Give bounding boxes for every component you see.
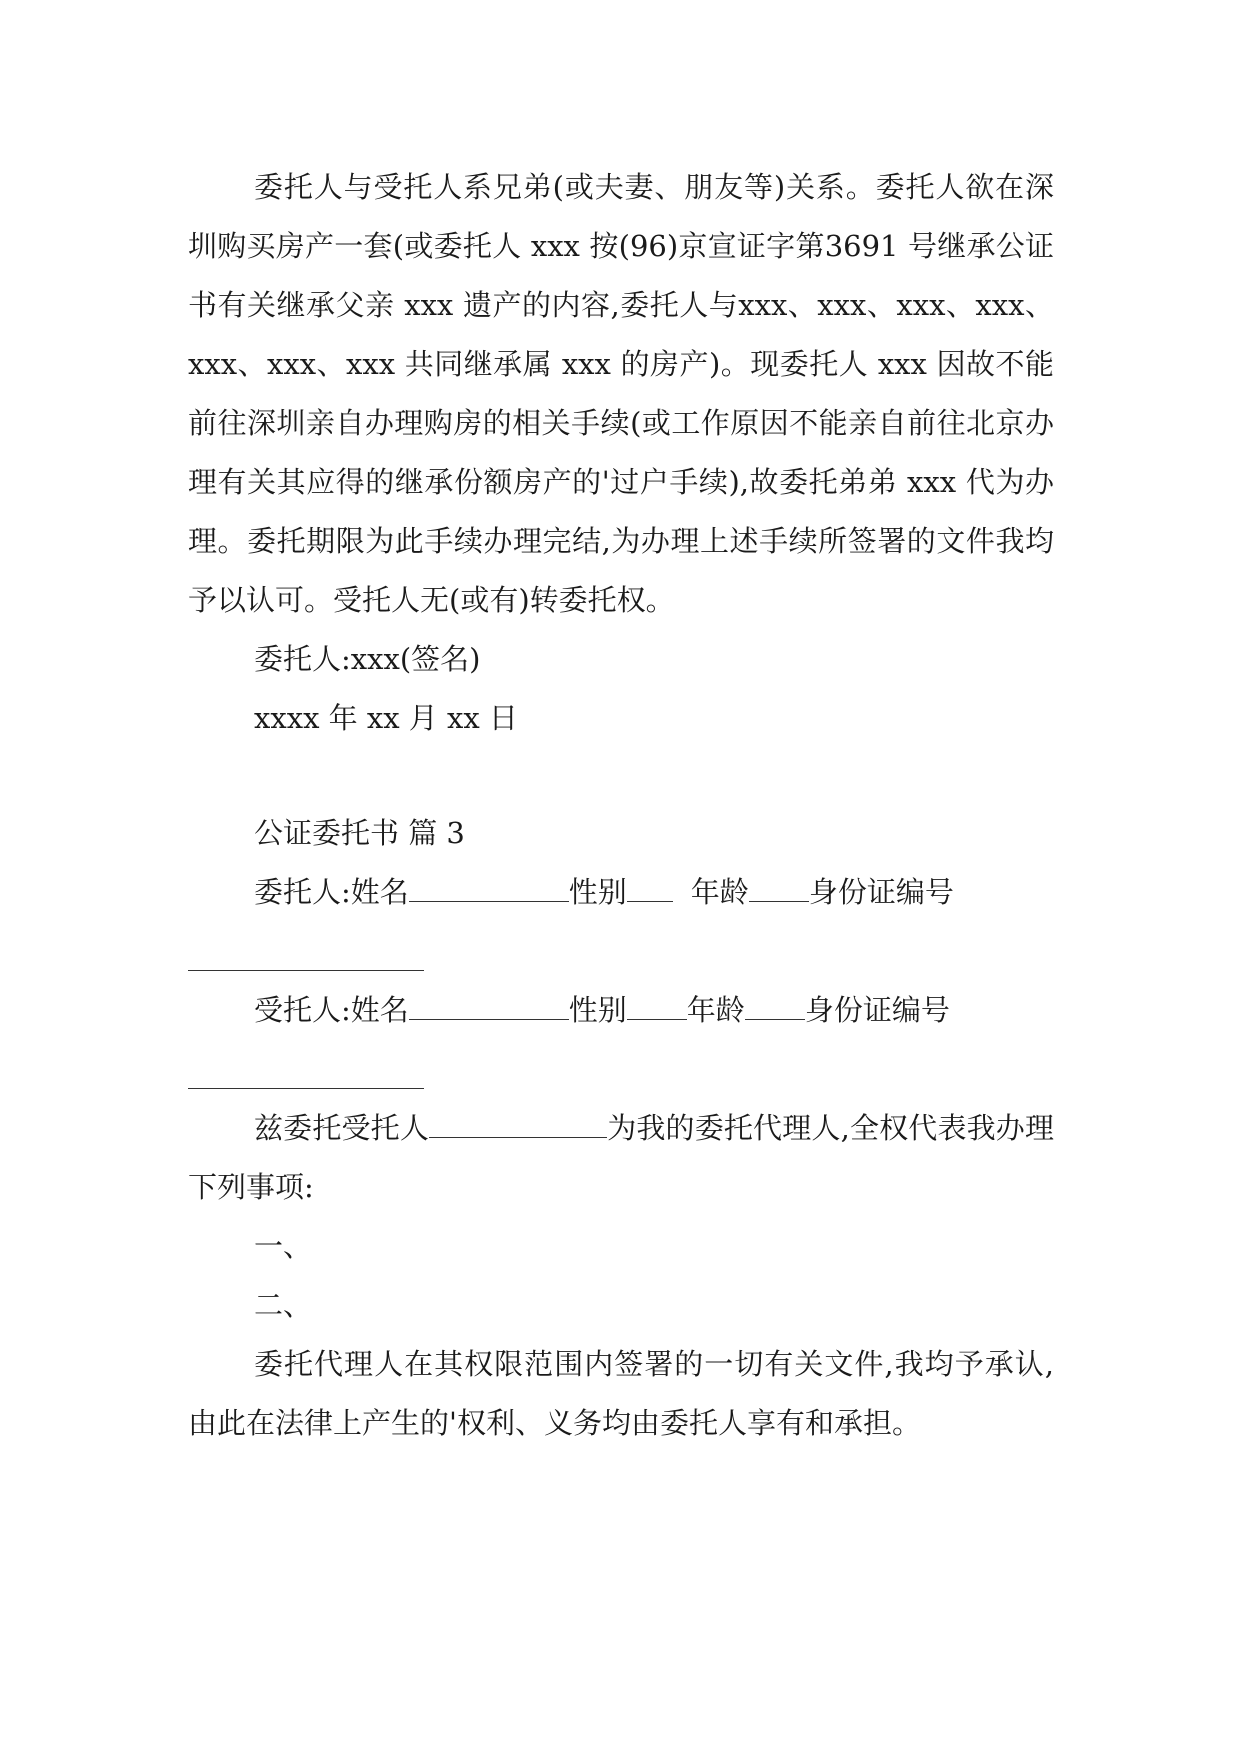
agent-info-line <box>188 981 1054 1040</box>
principal-gender-label: 性别 <box>568 875 627 909</box>
principal-name-label: 委托人:姓名 <box>254 875 409 909</box>
agent-name-fill-blank <box>429 1111 607 1138</box>
principal-id-label: 身份证编号 <box>808 875 954 909</box>
principal-info-line <box>188 863 1054 922</box>
agent-age-label: 年龄 <box>686 993 745 1027</box>
paragraph-final: 委托代理人在其权限范围内签署的一切有关文件,我均予承认,由此在法律上产生的'权利、义务均由委托人享有和承担。 <box>188 1347 1054 1440</box>
paragraph-relationship: 委托人与受托人系兄弟(或夫妻、朋友等)关系。委托人欲在深圳购买房产一套(或委托人 xxx 按(96)京宣证字第3691 号继承公证书有关继承父亲 xxx 遗产的内容,委托人与xxx、xxx、xxx、xxx、xxx、xxx、xxx 共同继承属 xxx 的房产)。现委托人 xxx 因故不能前往深圳亲自办理购房的相关手续(或工作原因不能亲自前往北京办理有关其应得的继承份额房产的'过户手续),故委托弟弟 xxx 代为办理。委托期限为此手续办理完结,为办理上述手续所签署的文件我均予以认可。受托人无(或有)转委托权。 <box>188 170 1054 617</box>
principal-age-blank <box>749 875 809 902</box>
principal-id-blank-row <box>188 922 1054 981</box>
agent-name-label: 受托人:姓名 <box>254 993 409 1027</box>
principal-age-label: 年龄 <box>690 875 749 909</box>
agent-gender-label: 性别 <box>568 993 627 1027</box>
section-spacer <box>188 748 1054 804</box>
principal-name-blank <box>409 875 569 902</box>
agent-id-blank <box>188 1062 424 1089</box>
authorization-end-text: 为我的委托代理人,全权代表我办理下列事项: <box>188 1111 1054 1204</box>
item-one: 一、 <box>254 1229 313 1263</box>
section-title: 公证委托书 篇 3 <box>254 816 465 850</box>
authorization-start-text: 兹委托受托人 <box>254 1111 430 1145</box>
agent-name-blank <box>409 993 569 1020</box>
item-two: 二、 <box>254 1288 313 1322</box>
paragraph-authorization <box>188 1099 1054 1217</box>
agent-id-label: 身份证编号 <box>804 993 950 1027</box>
principal-gender-blank <box>627 875 673 902</box>
signature-line: 委托人:xxx(签名) <box>254 642 481 676</box>
principal-id-blank <box>188 944 424 971</box>
agent-id-blank-row <box>188 1040 1054 1099</box>
agent-age-blank <box>745 993 805 1020</box>
date-line: xxxx 年 xx 月 xx 日 <box>254 701 518 735</box>
agent-gender-blank <box>627 993 687 1020</box>
document-body <box>188 158 1054 1453</box>
